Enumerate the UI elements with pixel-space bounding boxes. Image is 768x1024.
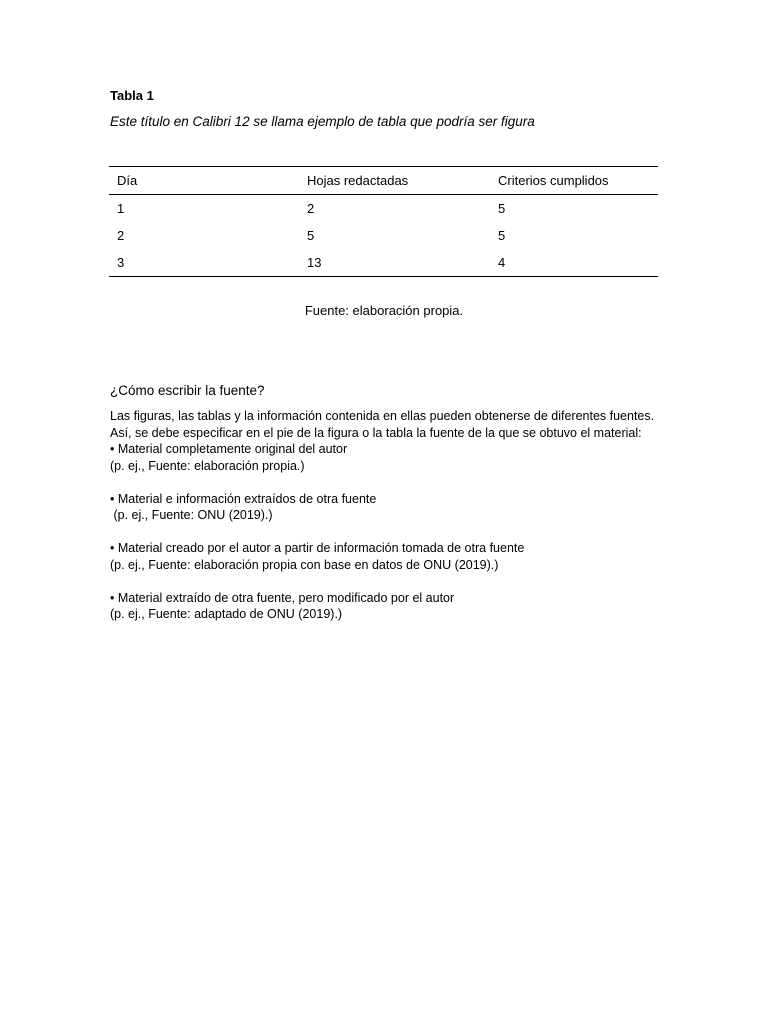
data-table: [109, 166, 658, 277]
table-row: [109, 195, 658, 223]
section-heading: ¿Cómo escribir la fuente?: [110, 383, 265, 398]
table-header-row: [109, 167, 658, 195]
table-cell: 13: [307, 255, 322, 270]
list-item-example: (p. ej., Fuente: ONU (2019).): [110, 508, 273, 522]
intro-paragraph: Las figuras, las tablas y la información contenida en ellas pueden obtenerse de diferentes fuentes. Así, se debe especificar en el pie de la figura o la tabla la fuente de la que se obtuvo el material:: [110, 409, 655, 440]
table-header-cell: Hojas redactadas: [307, 173, 409, 188]
list-item-bullet: • Material e información extraídos de otra fuente: [110, 491, 377, 506]
list-item-example: (p. ej., Fuente: elaboración propia con base en datos de ONU (2019).): [110, 557, 499, 572]
table-header-cell: Día: [117, 173, 138, 188]
list-item-example: (p. ej., Fuente: adaptado de ONU (2019).): [110, 607, 343, 621]
table-cell: 5: [498, 228, 506, 243]
table-cell: 1: [117, 201, 125, 216]
table-title: Este título en Calibri 12 se llama ejemplo de tabla que podría ser figura: [110, 114, 535, 129]
table-cell: 2: [117, 228, 125, 243]
table-source-caption: Fuente: elaboración propia.: [304, 303, 464, 318]
list-item-bullet: • Material completamente original del autor: [110, 442, 348, 456]
table-label: Tabla 1: [110, 88, 154, 103]
list-item-bullet: • Material creado por el autor a partir de información tomada de otra fuente: [110, 541, 525, 555]
spacer: [110, 573, 670, 590]
list-item-bullet: • Material extraído de otra fuente, pero modificado por el autor: [110, 590, 455, 605]
table-header-cell: Criterios cumplidos: [498, 173, 609, 188]
table-cell: 5: [307, 228, 315, 243]
table-cell: 5: [498, 201, 506, 216]
body-text: [110, 408, 670, 623]
table-cell: 4: [498, 255, 506, 270]
table-cell: 3: [117, 255, 125, 270]
table-row: [109, 222, 658, 249]
spacer: [110, 474, 670, 491]
table-cell: 2: [307, 201, 315, 216]
spacer: [110, 524, 670, 541]
table-row: [109, 249, 658, 277]
list-item-example: (p. ej., Fuente: elaboración propia.): [110, 458, 305, 473]
